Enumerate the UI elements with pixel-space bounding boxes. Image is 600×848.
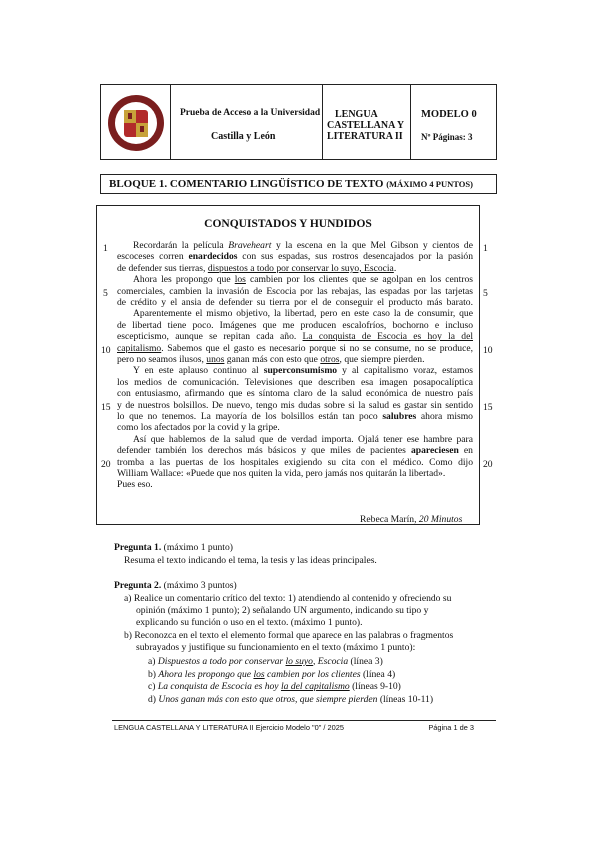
article-line: [117, 320, 473, 331]
item-segment: , Escocia: [312, 656, 349, 667]
footer-page: Página 1 de 3: [428, 723, 474, 732]
subject-cell: [323, 85, 411, 159]
line-number-right: 15: [483, 402, 493, 413]
line-segment: y la escena en la que Mel Gibson y cientos de: [271, 240, 473, 251]
line-segment: unos: [206, 354, 225, 365]
region-label: Castilla y León: [211, 131, 276, 142]
article-line: [117, 422, 473, 433]
line-segment: lo que no tenemos. La mayoría de los bolsillos están tan poco: [117, 411, 383, 422]
line-segment: cambien por los clientes que se agolpan en los centros: [245, 274, 473, 286]
line-segment: escoceses corren: [117, 251, 189, 263]
header-box: [100, 84, 497, 160]
line-segment: de libertad tiene poco. Imágenes que me producen escalofríos, bochorno e incluso: [117, 319, 473, 331]
line-segment: Braveheart: [228, 240, 272, 251]
pages-label: Nº Páginas: 3: [421, 132, 473, 142]
article-line: [133, 308, 473, 319]
line-number: 15: [101, 402, 111, 413]
item-segment: (línea 4): [360, 668, 396, 680]
prueba-label: Prueba de Acceso a la Universidad: [180, 108, 321, 118]
line-segment: apareciesen: [411, 445, 459, 457]
item-segment: (líneas 10-11): [377, 693, 434, 705]
article-line: [117, 468, 473, 479]
line-segment: los: [234, 274, 246, 286]
subject-line3: LITERATURA II: [327, 131, 403, 142]
model-cell: [411, 85, 496, 159]
article-line: [117, 343, 473, 354]
item-segment: Ahora les propongo que: [158, 668, 254, 680]
q2b-item: [148, 694, 433, 706]
line-number: 10: [101, 345, 111, 356]
q2a-line2: opinión (máximo 1 punto); 2) señalando UN argumento, indicando su tipo y: [136, 605, 429, 616]
line-segment: , que siempre pierden.: [339, 354, 425, 365]
line-segment: ahora mismo: [416, 411, 473, 422]
item-segment: (líneas 9-10): [349, 681, 401, 692]
q2b-line2: subrayados y justifique su funcionamiento en el texto (máximo 1 punto):: [136, 642, 416, 653]
q2b-item: [148, 669, 395, 681]
line-segment: capitalismo: [117, 342, 162, 354]
line-segment: Así que hablemos de la salud que de verdad importa. Ojalá tener ese hambre para: [133, 433, 473, 445]
bloque-title-text: BLOQUE 1. COMENTARIO LINGÜÍSTICO DE TEXTO: [109, 178, 384, 190]
article-line: [117, 457, 473, 468]
q2b-item: [148, 656, 383, 668]
article-line: [117, 297, 473, 308]
article-line: [117, 251, 473, 262]
item-segment: Dispuestos a todo por conservar: [157, 656, 286, 667]
line-segment: de defender sus tierras,: [117, 262, 208, 274]
item-segment: a): [148, 656, 158, 667]
article-line: [117, 377, 473, 388]
line-segment: Y en este aplauso continuo al: [133, 365, 264, 377]
line-segment: los medios de comunicación. Televisiones que describen esa imagen posapocalíptica: [117, 376, 473, 388]
article-title: CONQUISTADOS Y HUNDIDOS: [204, 218, 372, 230]
subject-line1: LENGUA: [335, 109, 378, 120]
line-segment: escepticismo, aunque se repitan cada año.: [117, 331, 303, 343]
source-name: 20 Minutos: [418, 514, 463, 525]
article-line: [133, 365, 473, 376]
line-segment: . Sabemos que el gasto es necesario porque si no se consume, no se produce,: [161, 342, 473, 354]
line-segment: Ahora les propongo que: [133, 274, 235, 286]
q1-text: Resuma el texto indicando el tema, la tesis y las ideas principales.: [124, 555, 377, 566]
line-segment: Aparentemente el mismo objetivo, la libertad, pero en este caso la de consumir, que: [133, 308, 473, 320]
article-line: [133, 274, 473, 285]
article-line: [117, 400, 473, 411]
article-line: [117, 388, 473, 399]
article-line: [117, 445, 473, 456]
q2-points: (máximo 3 puntos): [163, 580, 237, 591]
model-label: MODELO 0: [421, 109, 477, 120]
item-segment: La conquista de Escocia es hoy: [157, 681, 281, 692]
line-number-right: 10: [483, 345, 493, 356]
line-segment: salubres: [382, 411, 417, 422]
line-segment: dispuestos a todo por conservar lo suyo, Escocia: [207, 262, 394, 274]
line-number-right: 5: [483, 288, 488, 299]
q1-label: Pregunta 1.: [114, 542, 162, 553]
line-segment: superconsumismo: [263, 365, 338, 377]
item-segment: b): [148, 668, 159, 680]
line-segment: Recordarán la película: [133, 240, 229, 251]
line-segment: otros: [320, 354, 340, 365]
line-segment: como los afectados por la covid y la gripe.: [117, 422, 280, 434]
article-line: [117, 354, 473, 365]
line-segment: con entusiasmo, afirmando que es síntoma claro de la salud económica de nuestro país: [117, 388, 473, 400]
article-line: [117, 286, 473, 297]
item-segment: d): [148, 693, 159, 705]
q2a-line3: explicando su función o uso en el texto. (máximo 1 punto).: [136, 617, 363, 628]
item-segment: Unos ganan más con esto que otros, que siempre pierden: [158, 693, 378, 705]
article-line: [117, 331, 473, 342]
item-segment: c): [148, 681, 158, 692]
q2-label: Pregunta 2.: [114, 580, 162, 591]
line-segment: William Wallace: «Puede que nos quiten la vida, pero jamás nos quitarán la libertad».: [117, 468, 446, 479]
line-segment: comerciales, cambien la invasión de Escocia por las rebajas, las espadas por las tarjetas: [117, 285, 473, 297]
line-segment: .: [393, 262, 397, 274]
q2b-line1: b) Reconozca en el texto el elemento formal que aparece en las palabras o fragmentos: [124, 630, 454, 641]
line-number: 5: [103, 288, 108, 299]
footer: [114, 723, 494, 732]
article-line: [133, 240, 473, 251]
article-line: [133, 434, 473, 445]
line-segment: y al capitalismo voraz, estamos: [337, 365, 473, 377]
line-segment: y de nuestros bolsillos. De nuevo, tengo mis dudas sobre si la salud es gastar sin sentido: [117, 399, 473, 411]
bloque-title: [100, 174, 497, 194]
footer-left: LENGUA CASTELLANA Y LITERATURA II Ejercicio Modelo "0" / 2025: [114, 723, 344, 732]
article-line: [117, 411, 473, 422]
logo-cell: [101, 85, 171, 159]
line-segment: La conquista de Escocia es hoy la del: [302, 331, 473, 343]
line-number: 1: [103, 243, 108, 254]
item-segment: (línea 3): [348, 656, 383, 667]
item-segment: cambien por los clientes: [264, 668, 361, 680]
q2b-item: [148, 681, 401, 693]
article-line: [117, 479, 473, 490]
article-line: [117, 263, 473, 274]
university-cell: [171, 85, 323, 159]
q2a-line1: a) Realice un comentario crítico del texto: 1) atendiendo al contenido y ofreciendo su: [124, 593, 452, 604]
author-name: Rebeca Marín,: [360, 514, 417, 525]
line-segment: tromba a las puertas de los hospitales exigiendo su cita con el médico. Como dijo: [117, 456, 473, 468]
line-segment: Pues eso.: [117, 479, 153, 491]
line-number-right: 1: [483, 243, 488, 254]
line-number-right: 20: [483, 459, 493, 470]
subject-line2: CASTELLANA Y: [327, 120, 405, 131]
university-seal-logo: [106, 93, 166, 153]
item-segment: lo suyo: [285, 656, 313, 667]
item-segment: los: [253, 668, 265, 680]
line-segment: en: [458, 445, 473, 457]
line-number: 20: [101, 459, 111, 470]
line-segment: de crédito y el ansia de defender su tierra por el de conseguir el producto más barato.: [117, 297, 473, 308]
question-1: [114, 542, 233, 554]
line-segment: pero no seamos ilusos,: [117, 354, 207, 365]
footer-rule: [112, 720, 496, 721]
line-segment: ganan más con esto que: [224, 354, 321, 365]
question-2: [114, 580, 237, 592]
line-segment: defender también los derechos más básicos y que miles de pacientes: [117, 445, 411, 457]
q1-points: (máximo 1 punto): [163, 542, 233, 553]
article-author: [360, 514, 462, 525]
line-segment: con sus espadas, sus rostros desencajados por la pasión: [237, 251, 473, 263]
bloque-title-suffix: (MÁXIMO 4 PUNTOS): [386, 179, 473, 189]
line-segment: enardecidos: [188, 251, 238, 263]
item-segment: la del capitalismo: [280, 681, 350, 692]
